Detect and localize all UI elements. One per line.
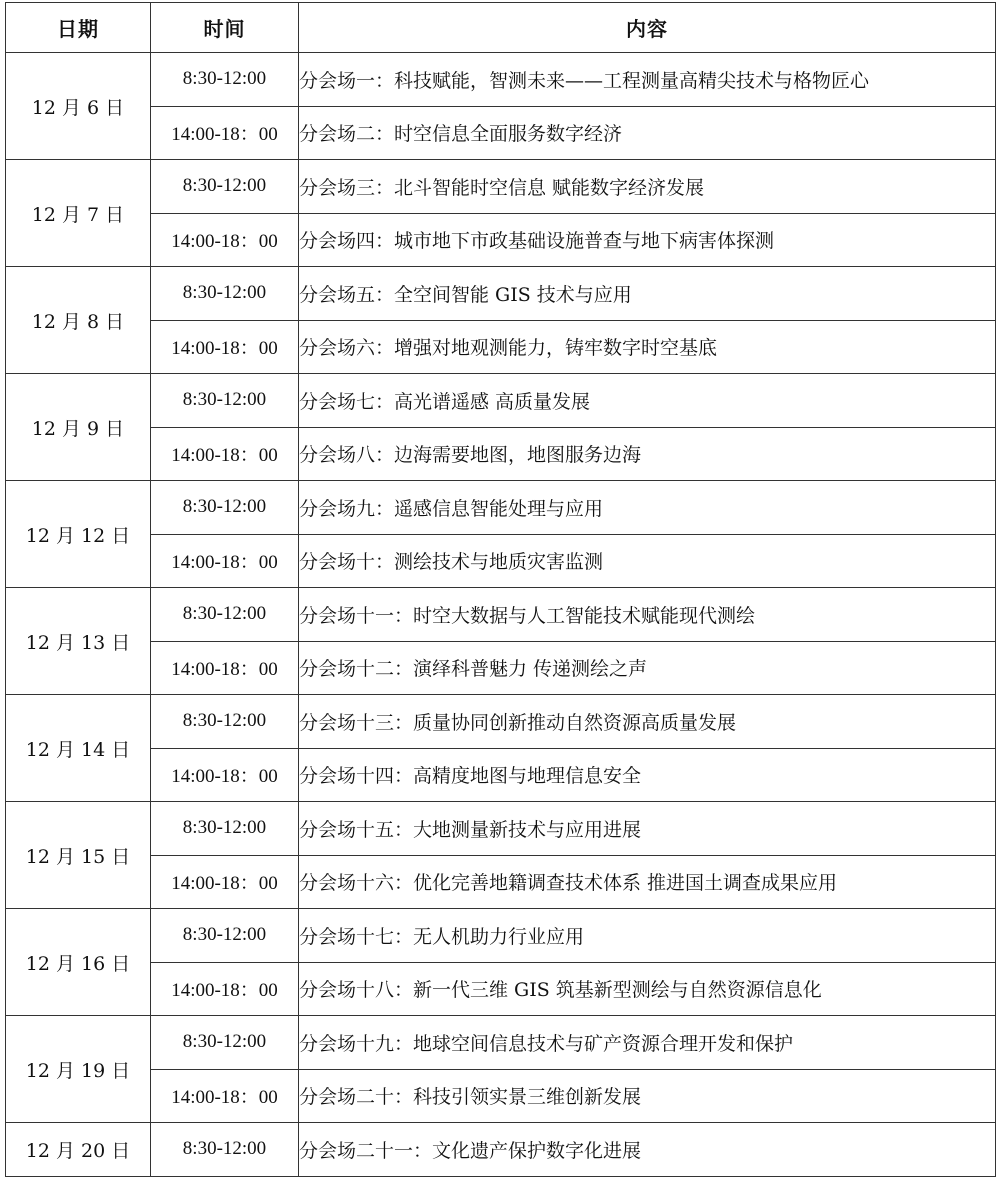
table-row [6, 481, 996, 535]
content-cell: 分会场十七：无人机助力行业应用 [299, 909, 996, 963]
time-cell: 8:30-12:00 [151, 802, 299, 856]
table-row [6, 1069, 996, 1123]
time-cell: 14:00-18：00 [151, 106, 299, 160]
table-row [6, 855, 996, 909]
content-cell: 分会场十三：质量协同创新推动自然资源高质量发展 [299, 695, 996, 749]
table-row [6, 909, 996, 963]
date-cell: 12 月 12 日 [6, 481, 151, 588]
table-row [6, 53, 996, 107]
content-cell: 分会场十二：演绎科普魅力 传递测绘之声 [299, 641, 996, 695]
date-cell: 12 月 13 日 [6, 588, 151, 695]
table-row [6, 160, 996, 214]
content-cell: 分会场十五：大地测量新技术与应用进展 [299, 802, 996, 856]
date-cell: 12 月 14 日 [6, 695, 151, 802]
table-row [6, 1123, 996, 1177]
content-cell: 分会场十一：时空大数据与人工智能技术赋能现代测绘 [299, 588, 996, 642]
time-cell: 8:30-12:00 [151, 695, 299, 749]
content-cell: 分会场六：增强对地观测能力，铸牢数字时空基底 [299, 320, 996, 374]
time-cell: 14:00-18：00 [151, 748, 299, 802]
header-time: 时间 [151, 3, 299, 53]
time-cell: 8:30-12:00 [151, 481, 299, 535]
content-cell: 分会场一：科技赋能，智测未来——工程测量高精尖技术与格物匠心 [299, 53, 996, 107]
table-row [6, 962, 996, 1016]
table-row [6, 1016, 996, 1070]
date-cell: 12 月 16 日 [6, 909, 151, 1016]
date-cell: 12 月 20 日 [6, 1123, 151, 1177]
table-row [6, 641, 996, 695]
content-cell: 分会场二十一：文化遗产保护数字化进展 [299, 1123, 996, 1177]
table-row [6, 320, 996, 374]
content-cell: 分会场八：边海需要地图，地图服务边海 [299, 427, 996, 481]
content-cell: 分会场九：遥感信息智能处理与应用 [299, 481, 996, 535]
table-body [6, 53, 996, 1177]
content-cell: 分会场十：测绘技术与地质灾害监测 [299, 534, 996, 588]
content-cell: 分会场七：高光谱遥感 高质量发展 [299, 374, 996, 428]
time-cell: 8:30-12:00 [151, 909, 299, 963]
time-cell: 14:00-18：00 [151, 641, 299, 695]
table-row [6, 267, 996, 321]
time-cell: 14:00-18：00 [151, 320, 299, 374]
time-cell: 14:00-18：00 [151, 427, 299, 481]
time-cell: 14:00-18：00 [151, 855, 299, 909]
date-cell: 12 月 7 日 [6, 160, 151, 267]
table-row [6, 374, 996, 428]
content-cell: 分会场二十：科技引领实景三维创新发展 [299, 1069, 996, 1123]
time-cell: 14:00-18：00 [151, 213, 299, 267]
content-cell: 分会场十四：高精度地图与地理信息安全 [299, 748, 996, 802]
time-cell: 8:30-12:00 [151, 588, 299, 642]
time-cell: 8:30-12:00 [151, 160, 299, 214]
time-cell: 14:00-18：00 [151, 534, 299, 588]
header-row [6, 3, 996, 53]
content-cell: 分会场五：全空间智能 GIS 技术与应用 [299, 267, 996, 321]
content-cell: 分会场十六：优化完善地籍调查技术体系 推进国土调查成果应用 [299, 855, 996, 909]
content-cell: 分会场二：时空信息全面服务数字经济 [299, 106, 996, 160]
table-header [6, 3, 996, 53]
header-content: 内容 [299, 3, 996, 53]
date-cell: 12 月 8 日 [6, 267, 151, 374]
content-cell: 分会场三：北斗智能时空信息 赋能数字经济发展 [299, 160, 996, 214]
content-cell: 分会场十九：地球空间信息技术与矿产资源合理开发和保护 [299, 1016, 996, 1070]
table-row [6, 802, 996, 856]
table-row [6, 427, 996, 481]
date-cell: 12 月 19 日 [6, 1016, 151, 1123]
date-cell: 12 月 9 日 [6, 374, 151, 481]
time-cell: 8:30-12:00 [151, 374, 299, 428]
time-cell: 8:30-12:00 [151, 1123, 299, 1177]
date-cell: 12 月 6 日 [6, 53, 151, 160]
table-row [6, 748, 996, 802]
table-row [6, 695, 996, 749]
table-row [6, 588, 996, 642]
header-date: 日期 [6, 3, 151, 53]
table-row [6, 213, 996, 267]
schedule-table [5, 2, 996, 1177]
time-cell: 8:30-12:00 [151, 53, 299, 107]
time-cell: 14:00-18：00 [151, 962, 299, 1016]
date-cell: 12 月 15 日 [6, 802, 151, 909]
time-cell: 14:00-18：00 [151, 1069, 299, 1123]
table-row [6, 106, 996, 160]
table-row [6, 534, 996, 588]
time-cell: 8:30-12:00 [151, 1016, 299, 1070]
content-cell: 分会场四：城市地下市政基础设施普查与地下病害体探测 [299, 213, 996, 267]
content-cell: 分会场十八：新一代三维 GIS 筑基新型测绘与自然资源信息化 [299, 962, 996, 1016]
time-cell: 8:30-12:00 [151, 267, 299, 321]
